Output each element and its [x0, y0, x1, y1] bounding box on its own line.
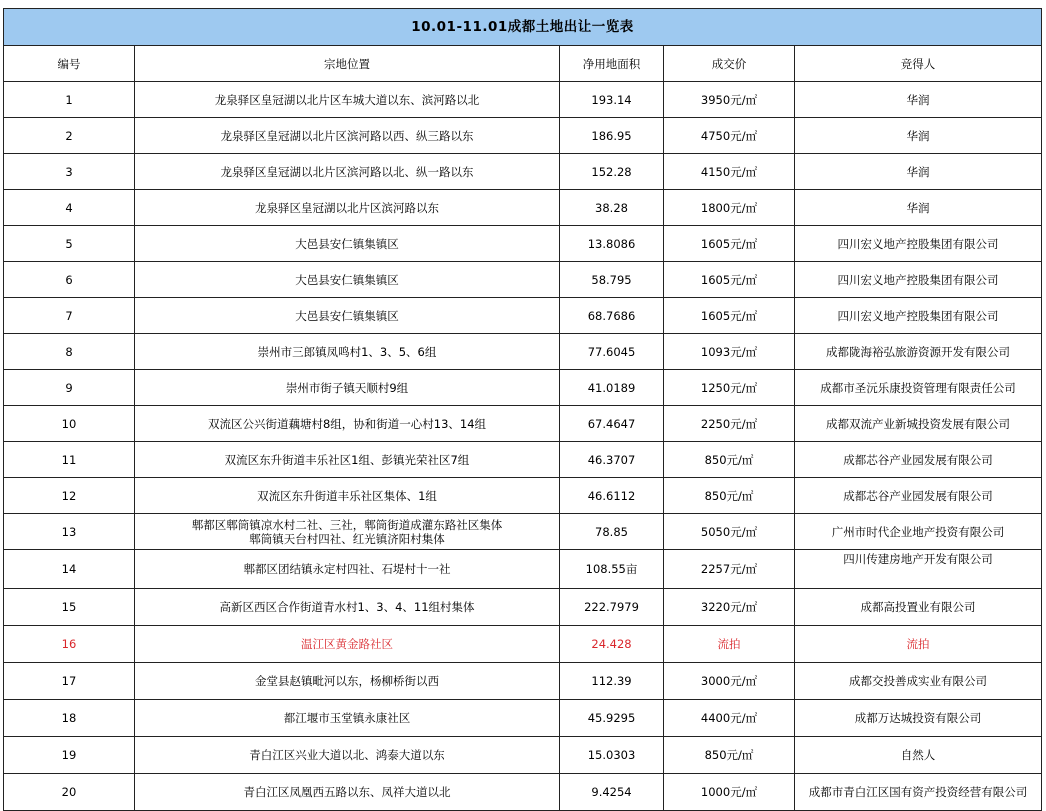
table-row: [4, 774, 1042, 811]
cell-location: [135, 190, 560, 226]
cell-price: 3220元/㎡: [664, 589, 795, 626]
table-row: [4, 442, 1042, 478]
cell-area: 38.28: [560, 190, 664, 226]
cell-price: 1093元/㎡: [664, 334, 795, 370]
location-line: 大邑县安仁镇集镇区: [295, 236, 399, 251]
header-location: 宗地位置: [135, 46, 560, 82]
cell-winner: 自然人: [795, 737, 1042, 774]
cell-price: 5050元/㎡: [664, 514, 795, 550]
cell-price: 850元/㎡: [664, 737, 795, 774]
cell-location: [135, 370, 560, 406]
cell-location: [135, 700, 560, 737]
cell-location: [135, 737, 560, 774]
location-line: 双流区公兴街道藕塘村8组，协和街道一心村13、14组: [207, 416, 487, 431]
table-row: [4, 370, 1042, 406]
cell-winner: 成都万达城投资有限公司: [795, 700, 1042, 737]
cell-winner: 四川传建房地产开发有限公司: [795, 550, 1042, 589]
table-row: [4, 298, 1042, 334]
cell-area: 9.4254: [560, 774, 664, 811]
cell-area: 222.7979: [560, 589, 664, 626]
cell-area: 108.55亩: [560, 550, 664, 589]
cell-winner: 成都高投置业有限公司: [795, 589, 1042, 626]
table-row: [4, 478, 1042, 514]
cell-no: 1: [4, 82, 135, 118]
location-line: 温江区黄金路社区: [301, 637, 393, 651]
cell-no: 7: [4, 298, 135, 334]
table-title: 10.01-11.01成都土地出让一览表: [4, 9, 1042, 46]
cell-area: 186.95: [560, 118, 664, 154]
cell-winner: 华润: [795, 118, 1042, 154]
cell-area: 15.0303: [560, 737, 664, 774]
table-row: [4, 406, 1042, 442]
cell-no: 11: [4, 442, 135, 478]
cell-winner: 流拍: [795, 626, 1042, 663]
cell-price: 2250元/㎡: [664, 406, 795, 442]
cell-area: 78.85: [560, 514, 664, 550]
cell-price: 1605元/㎡: [664, 262, 795, 298]
cell-location: [135, 550, 560, 589]
cell-area: 152.28: [560, 154, 664, 190]
cell-area: 45.9295: [560, 700, 664, 737]
land-transfer-sheet: [3, 8, 1041, 811]
cell-no: 19: [4, 737, 135, 774]
cell-location: [135, 334, 560, 370]
header-price: 成交价: [664, 46, 795, 82]
table-body: [4, 82, 1042, 811]
cell-area: 24.428: [560, 626, 664, 663]
location-line: 双流区东升街道丰乐社区1组、彭镇光荣社区7组: [224, 452, 470, 467]
location-line: 青白江区兴业大道以北、鸿泰大道以东: [249, 748, 445, 762]
location-line: 郫都区郫筒镇凉水村二社、三社，郫筒街道成灌东路社区集体: [191, 517, 503, 532]
table-row: [4, 626, 1042, 663]
location-line: 崇州市街子镇天顺村9组: [285, 380, 409, 395]
cell-area: 68.7686: [560, 298, 664, 334]
cell-price: 850元/㎡: [664, 478, 795, 514]
cell-no: 15: [4, 589, 135, 626]
cell-price: 1250元/㎡: [664, 370, 795, 406]
cell-area: 46.3707: [560, 442, 664, 478]
cell-location: [135, 774, 560, 811]
location-line: 龙泉驿区皇冠湖以北片区车城大道以东、滨河路以北: [214, 92, 480, 107]
table-row: [4, 82, 1042, 118]
cell-area: 77.6045: [560, 334, 664, 370]
cell-winner: 成都芯谷产业园发展有限公司: [795, 442, 1042, 478]
cell-price: 流拍: [664, 626, 795, 663]
cell-price: 850元/㎡: [664, 442, 795, 478]
cell-location: [135, 82, 560, 118]
cell-location: [135, 262, 560, 298]
location-line: 青白江区凤凰西五路以东、凤祥大道以北: [243, 785, 451, 799]
cell-price: 4150元/㎡: [664, 154, 795, 190]
cell-no: 3: [4, 154, 135, 190]
cell-location: [135, 298, 560, 334]
land-transfer-table: [3, 8, 1042, 811]
cell-no: 20: [4, 774, 135, 811]
cell-price: 4400元/㎡: [664, 700, 795, 737]
cell-area: 193.14: [560, 82, 664, 118]
cell-area: 58.795: [560, 262, 664, 298]
location-line: 龙泉驿区皇冠湖以北片区滨河路以北、纵一路以东: [220, 164, 474, 179]
table-row: [4, 262, 1042, 298]
table-row: [4, 663, 1042, 700]
location-line: 双流区东升街道丰乐社区集体、1组: [257, 488, 437, 503]
location-line: 龙泉驿区皇冠湖以北片区滨河路以东: [255, 200, 439, 215]
cell-area: 46.6112: [560, 478, 664, 514]
header-area: 净用地面积: [560, 46, 664, 82]
cell-location: [135, 626, 560, 663]
table-row: [4, 190, 1042, 226]
header-row: [4, 46, 1042, 82]
cell-no: 13: [4, 514, 135, 550]
cell-winner: 成都双流产业新城投资发展有限公司: [795, 406, 1042, 442]
table-row: [4, 737, 1042, 774]
table-row: [4, 226, 1042, 262]
table-row: [4, 700, 1042, 737]
cell-price: 1000元/㎡: [664, 774, 795, 811]
location-line: 大邑县安仁镇集镇区: [295, 272, 399, 287]
cell-location: [135, 589, 560, 626]
cell-no: 17: [4, 663, 135, 700]
cell-location: [135, 663, 560, 700]
cell-winner: 成都陇海裕弘旅游资源开发有限公司: [795, 334, 1042, 370]
location-line: 郫筒镇天台村四社、红光镇济阳村集体: [249, 531, 445, 546]
cell-no: 12: [4, 478, 135, 514]
cell-location: [135, 118, 560, 154]
location-line: 崇州市三郎镇凤鸣村1、3、5、6组: [257, 344, 437, 359]
cell-location: [135, 154, 560, 190]
cell-price: 4750元/㎡: [664, 118, 795, 154]
cell-winner: 成都芯谷产业园发展有限公司: [795, 478, 1042, 514]
cell-price: 1800元/㎡: [664, 190, 795, 226]
cell-no: 18: [4, 700, 135, 737]
table-row: [4, 589, 1042, 626]
cell-location: [135, 478, 560, 514]
cell-no: 6: [4, 262, 135, 298]
header-no: 编号: [4, 46, 135, 82]
location-line: 金堂县赵镇毗河以东，杨柳桥街以西: [255, 674, 439, 688]
cell-no: 14: [4, 550, 135, 589]
cell-winner: 华润: [795, 154, 1042, 190]
location-line: 大邑县安仁镇集镇区: [295, 308, 399, 323]
cell-price: 1605元/㎡: [664, 226, 795, 262]
cell-winner: 四川宏义地产控股集团有限公司: [795, 298, 1042, 334]
header-winner: 竞得人: [795, 46, 1042, 82]
location-line: 龙泉驿区皇冠湖以北片区滨河路以西、纵三路以东: [220, 128, 474, 143]
cell-price: 2257元/㎡: [664, 550, 795, 589]
cell-price: 3000元/㎡: [664, 663, 795, 700]
location-line: 都江堰市玉堂镇永康社区: [283, 711, 411, 725]
cell-no: 2: [4, 118, 135, 154]
cell-no: 5: [4, 226, 135, 262]
cell-area: 67.4647: [560, 406, 664, 442]
cell-price: 1605元/㎡: [664, 298, 795, 334]
cell-location: [135, 442, 560, 478]
cell-winner: 四川宏义地产控股集团有限公司: [795, 226, 1042, 262]
cell-no: 10: [4, 406, 135, 442]
cell-area: 13.8086: [560, 226, 664, 262]
table-row: [4, 118, 1042, 154]
table-row: [4, 514, 1042, 550]
cell-no: 16: [4, 626, 135, 663]
cell-area: 112.39: [560, 663, 664, 700]
cell-winner: 成都市圣沅乐康投资管理有限责任公司: [795, 370, 1042, 406]
cell-winner: 华润: [795, 190, 1042, 226]
cell-winner: 华润: [795, 82, 1042, 118]
cell-winner: 成都交投善成实业有限公司: [795, 663, 1042, 700]
cell-winner: 广州市时代企业地产投资有限公司: [795, 514, 1042, 550]
cell-winner: 成都市青白江区国有资产投资经营有限公司: [795, 774, 1042, 811]
table-row: [4, 334, 1042, 370]
location-line: 高新区西区合作街道青水村1、3、4、11组村集体: [219, 600, 475, 614]
table-row: [4, 550, 1042, 589]
cell-no: 8: [4, 334, 135, 370]
cell-winner: 四川宏义地产控股集团有限公司: [795, 262, 1042, 298]
cell-price: 3950元/㎡: [664, 82, 795, 118]
cell-no: 4: [4, 190, 135, 226]
cell-location: [135, 514, 560, 550]
cell-no: 9: [4, 370, 135, 406]
cell-location: [135, 226, 560, 262]
location-line: 郫都区团结镇永定村四社、石堤村十一社: [243, 562, 451, 576]
cell-area: 41.0189: [560, 370, 664, 406]
table-row: [4, 154, 1042, 190]
cell-location: [135, 406, 560, 442]
